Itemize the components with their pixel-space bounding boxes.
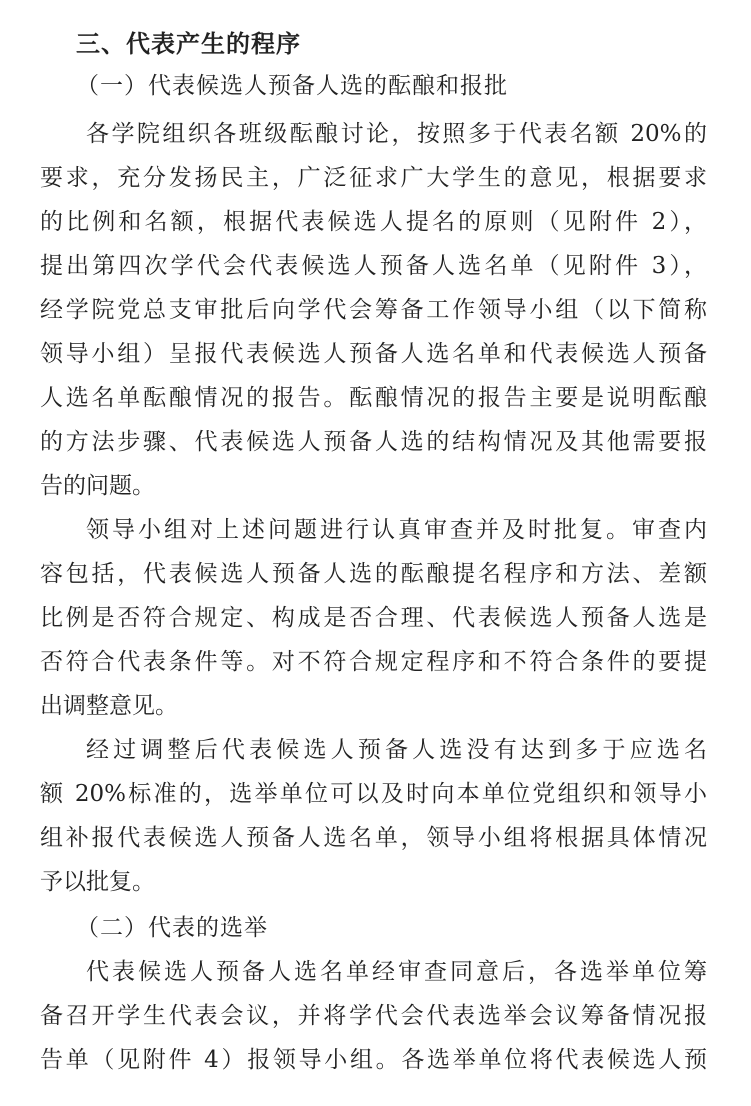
paragraph-1 [40, 112, 707, 508]
paragraph-line: 予以批复。 [40, 869, 155, 895]
paragraph-line: 代表候选人预备人选名单经审查同意后，各选举单位筹 [86, 959, 707, 985]
paragraph-line: 要求，充分发扬民主，广泛征求广大学生的意见，根据要求 [40, 165, 707, 191]
paragraph-line: 容包括，代表候选人预备人选的酝酿提名程序和方法、差额 [40, 561, 707, 587]
paragraph-line: 提出第四次学代会代表候选人预备人选名单（见附件 3）， [40, 253, 707, 279]
paragraph-line: 经过调整后代表候选人预备人选没有达到多于应选名 [86, 737, 707, 763]
paragraph-line: 否符合代表条件等。对不符合规定程序和不符合条件的要提 [40, 649, 707, 675]
paragraph-line: 领导小组）呈报代表候选人预备人选名单和代表候选人预备 [40, 341, 707, 367]
paragraph-line: 的比例和名额，根据代表候选人提名的原则（见附件 2）， [40, 209, 707, 235]
paragraph-line: 人选名单酝酿情况的报告。酝酿情况的报告主要是说明酝酿 [40, 385, 707, 411]
paragraph-line: 出调整意见。 [40, 693, 178, 719]
paragraph-line: 备召开学生代表会议，并将学代会代表选举会议筹备情况报 [40, 1003, 707, 1029]
paragraph-line: 告的问题。 [40, 473, 155, 499]
paragraph-line: 告单（见附件 4）报领导小组。各选举单位将代表候选人预 [40, 1047, 707, 1073]
section-heading: 三、代表产生的程序 [76, 30, 301, 58]
paragraph-4 [40, 950, 707, 1082]
paragraph-line: 领导小组对上述问题进行认真审查并及时批复。审查内 [86, 517, 707, 543]
subsection-heading-2: （二）代表的选举 [76, 915, 268, 941]
paragraph-line: 的方法步骤、代表候选人预备人选的结构情况及其他需要报 [40, 429, 707, 455]
paragraph-line: 各学院组织各班级酝酿讨论，按照多于代表名额 20%的 [86, 121, 707, 147]
paragraph-line: 额 20%标准的，选举单位可以及时向本单位党组织和领导小 [40, 781, 707, 807]
paragraph-line: 组补报代表候选人预备人选名单，领导小组将根据具体情况 [40, 825, 707, 851]
subsection-heading-1: （一）代表候选人预备人选的酝酿和报批 [76, 73, 508, 99]
paragraph-line: 经学院党总支审批后向学代会筹备工作领导小组（以下简称 [40, 297, 707, 323]
paragraph-2 [40, 508, 707, 728]
paragraph-line: 比例是否符合规定、构成是否合理、代表候选人预备人选是 [40, 605, 707, 631]
paragraph-3 [40, 728, 707, 904]
